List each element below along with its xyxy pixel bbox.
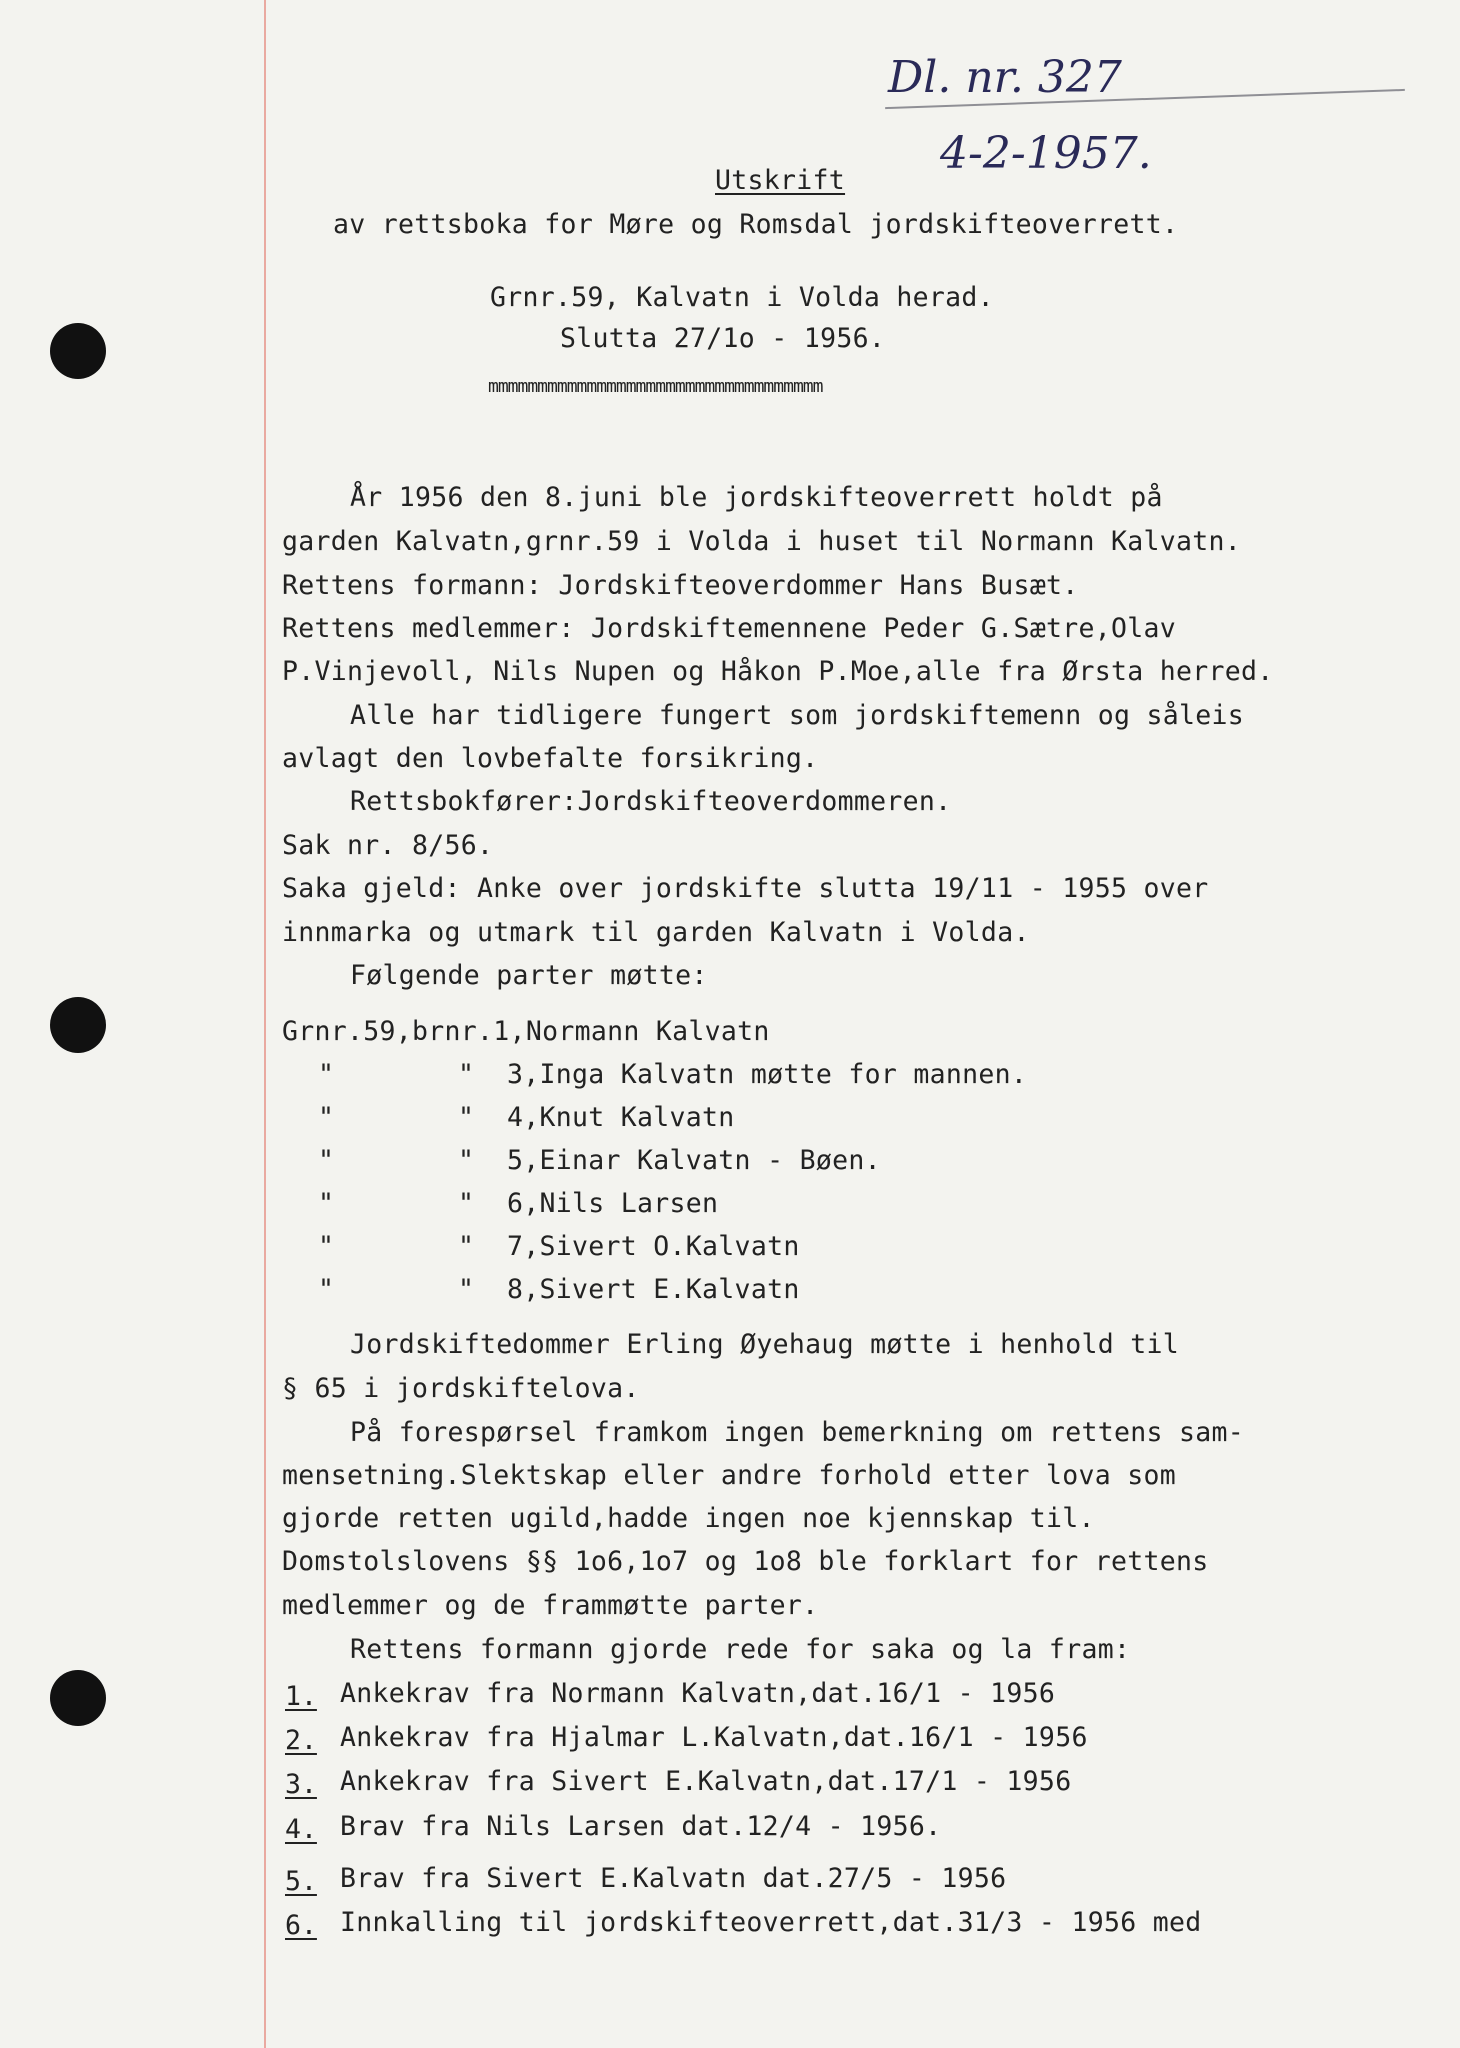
party-row: Grnr.59,brnr.1,Normann Kalvatn — [282, 1016, 770, 1047]
body-line: avlagt den lovbefalte forsikring. — [282, 743, 819, 774]
party-row: 3,Inga Kalvatn møtte for mannen. — [507, 1059, 1028, 1090]
body-line: mensetning.Slektskap eller andre forhold etter lova som — [282, 1460, 1176, 1491]
body-line: P.Vinjevoll, Nils Nupen og Håkon P.Moe,alle fra Ørsta herred. — [282, 656, 1274, 687]
ditto-mark: " — [318, 1274, 335, 1305]
handwritten-date: 4-2-1957. — [940, 128, 1152, 179]
ditto-mark: " — [458, 1274, 475, 1305]
margin-line — [264, 0, 266, 2048]
item-text: Innkalling til jordskifteoverrett,dat.31/3 - 1956 med — [340, 1907, 1202, 1938]
body-line: Domstolslovens §§ 1o6,1o7 og 1o8 ble forklart for rettens — [282, 1546, 1209, 1577]
item-text: Brav fra Sivert E.Kalvatn dat.27/5 - 1956 — [340, 1863, 1007, 1894]
body-line: Alle har tidligere fungert som jordskiftemenn og såleis — [350, 700, 1244, 731]
body-line: medlemmer og de frammøtte parter. — [282, 1590, 819, 1621]
body-line: § 65 i jordskiftelova. — [282, 1373, 640, 1404]
item-number: 5. — [285, 1866, 317, 1897]
item-number: 2. — [285, 1725, 317, 1756]
case-line-2: Slutta 27/1o - 1956. — [560, 323, 886, 354]
body-line: garden Kalvatn,grnr.59 i Volda i huset til Normann Kalvatn. — [282, 526, 1242, 557]
punch-hole — [50, 997, 106, 1053]
body-line: gjorde retten ugild,hadde ingen noe kjennskap til. — [282, 1503, 1095, 1534]
ditto-mark: " — [318, 1188, 335, 1219]
item-number: 1. — [285, 1681, 317, 1712]
punch-hole — [50, 1670, 106, 1726]
body-line: Rettens formann: Jordskifteoverdommer Hans Busæt. — [282, 570, 1079, 601]
ditto-mark: " — [318, 1059, 335, 1090]
body-line: innmarka og utmark til garden Kalvatn i Volda. — [282, 917, 1030, 948]
body-line: Rettens medlemmer: Jordskiftemennene Peder G.Sætre,Olav — [282, 613, 1176, 644]
body-line: Saka gjeld: Anke over jordskifte slutta 19/11 - 1955 over — [282, 873, 1209, 904]
ditto-mark: " — [458, 1188, 475, 1219]
party-row: 4,Knut Kalvatn — [507, 1102, 735, 1133]
item-text: Ankekrav fra Normann Kalvatn,dat.16/1 - 1956 — [340, 1678, 1056, 1709]
item-number: 4. — [285, 1814, 317, 1845]
party-row: 6,Nils Larsen — [507, 1188, 719, 1219]
ditto-mark: " — [458, 1059, 475, 1090]
ditto-mark: " — [458, 1231, 475, 1262]
case-line-1: Grnr.59, Kalvatn i Volda herad. — [490, 282, 994, 313]
ditto-mark: " — [458, 1102, 475, 1133]
document-title: Utskrift — [715, 165, 846, 196]
item-text: Ankekrav fra Hjalmar L.Kalvatn,dat.16/1 - 1956 — [340, 1722, 1088, 1753]
separator-line: mmmmmmmmmmmmmmmmmmmmmmmmmmmmmmmmmm — [488, 376, 823, 397]
document-subtitle: av rettsboka for Møre og Romsdal jordskifteoverrett. — [333, 209, 1179, 240]
body-line: Jordskiftedommer Erling Øyehaug møtte i henhold til — [350, 1329, 1179, 1360]
ditto-mark: " — [318, 1102, 335, 1133]
item-number: 6. — [285, 1910, 317, 1941]
punch-hole — [50, 323, 106, 379]
item-text: Brav fra Nils Larsen dat.12/4 - 1956. — [340, 1811, 942, 1842]
body-line: Rettsbokfører:Jordskifteoverdommeren. — [350, 786, 952, 817]
body-line: Rettens formann gjorde rede for saka og la fram: — [350, 1634, 1131, 1665]
party-row: 7,Sivert O.Kalvatn — [507, 1231, 800, 1262]
ditto-mark: " — [318, 1231, 335, 1262]
body-line: På forespørsel framkom ingen bemerkning om rettens sam- — [350, 1417, 1244, 1448]
party-row: 5,Einar Kalvatn - Bøen. — [507, 1145, 881, 1176]
party-row: 8,Sivert E.Kalvatn — [507, 1274, 800, 1305]
handwritten-ref: Dl. nr. 327 — [888, 52, 1122, 103]
body-line: Sak nr. 8/56. — [282, 830, 494, 861]
ditto-mark: " — [458, 1145, 475, 1176]
body-line: Følgende parter møtte: — [350, 960, 708, 991]
ditto-mark: " — [318, 1145, 335, 1176]
body-line: År 1956 den 8.juni ble jordskifteoverrett holdt på — [350, 482, 1163, 513]
item-text: Ankekrav fra Sivert E.Kalvatn,dat.17/1 - 1956 — [340, 1766, 1072, 1797]
item-number: 3. — [285, 1769, 317, 1800]
